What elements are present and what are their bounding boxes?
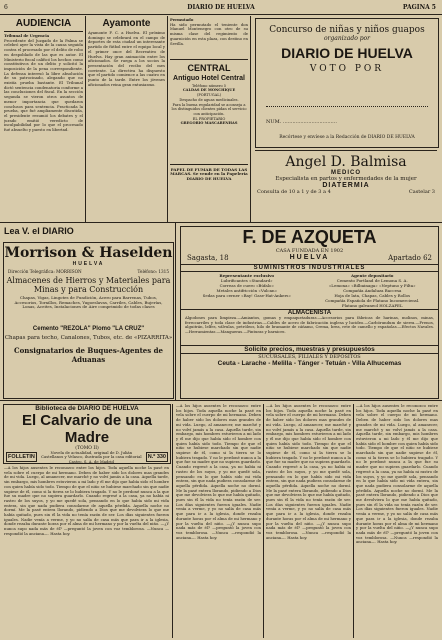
balmisa-hours: Consulta de 10 a 1 y de 3 a 4: [257, 189, 331, 195]
balmisa-diatermia: DIATERMIA: [322, 182, 370, 189]
central-line: EL PROPIETARIO: [192, 116, 226, 121]
central-hotel-name: Antiguo Hotel Central: [173, 74, 245, 82]
morrison-consignatarios: Consignatarios de Buques-Agentes de Aduanas: [14, 346, 163, 364]
section-rule: [0, 222, 442, 223]
concurso-line4: VOTO POR: [309, 64, 385, 74]
morrison-chapas: Chapas para techo, Canalones, Tubos, etc. de «PIZARRITA»: [4, 335, 173, 341]
column-rule: [250, 16, 251, 222]
folletin-text-col3: —A los hijos ausentes le reconozco entre los hijos. Toda aquella noche la pasé en vela sobre el cuerpo de mi hermano. Deben de haber sido los dolores mas grandes de mi vida. Luego, al amanecer, me marché y no volví jamás a la casa. Aquella tarde, sin embargo, mis hombres estuvieron a mi lado y él me dijo que había sido el hombre con quien había sido todo. Tiempo de que el niño se hubiese marchado sin que nadie supiese de él, como si la tierra se lo hubiera tragado. Y no le perdoné nunca a la que fue su madre que no supiera guardarlo. Cuando regresé a la casa, ya no había ni rastro de los suyos, y yo me quedé sola, pensando en lo que había sido mi vida entera, sin que nada pudiera consolarme de aquella pérdida. Aquella noche no dormí. Me la pasé entera llorando, pidiendo a Dios que me devolviera lo que me había quitado, pues sin él la vida no tenía razón de ser. Los días siguientes fueron iguales. Nadie venía a verme, y yo no salía de casa más que para ir a la iglesia, donde rezaba durante horas por el alma de mi hermano y por la vuelta del niño. —¿Y nunca supo nada más de él? —preguntó la joven con voz temblorosa. —Nunca —respondió la anciana—. Hasta hoy.: [266, 404, 351, 540]
column-rule: [353, 404, 354, 638]
folletin-label: FOLLETIN: [8, 454, 35, 461]
page-number-left: 6: [4, 4, 8, 11]
morrison-telegraph: Dirección Telegráfica: MORRISON: [8, 269, 82, 274]
central-line: Despacho de aguas medicinales.: [179, 97, 239, 102]
central-details: [170, 84, 248, 164]
azqueta-item: Lubrificantes «Standard»: [220, 278, 273, 283]
concurso-line2: organizado por: [323, 35, 371, 42]
folletin-credit: Novela de actualidad, original de D. Julián Castellanos y Velasco, ilustrada por la casa editorial Castro, S. A. de Madrid: [41, 450, 142, 464]
column-rule: [175, 222, 176, 400]
azqueta-sucursales: SUCURSALES, FILIALES Y DEPÓSITOS: [181, 353, 438, 360]
morrison-sub2: Minas y para Construcción: [33, 285, 144, 294]
folletin-header: [3, 404, 171, 464]
azqueta-item: Correas de cuero «Búfalo»: [219, 283, 274, 288]
concurso-line3: DIARIO DE HUELVA: [281, 45, 413, 61]
folletin-credit-row: [4, 451, 170, 464]
ayamonte-text: Ayamonte F. C. a Huelva. El próximo domingo se celebrará en el campo de deportes de esta ciudad un interesante partido de fútbol entre el equipo local y el primer once del Recreativo de Huelva. Hay gran animación entre los aficionados. Se ruega a los socios la presentación del recibo del mes corriente. La directiva ha dispuesto que el partido comience a las cuatro en punto de la tarde. Entre los jóvenes aficionados reina gran entusiasmo.: [88, 31, 165, 87]
folletin-biblioteca: Biblioteca de DIARIO DE HUELVA: [35, 405, 139, 412]
morrison-city: HUELVA: [72, 261, 105, 267]
azqueta-founded: CASA FUNDADA EN 1902: [275, 248, 344, 254]
balmisa-hours-row: [255, 189, 437, 195]
azqueta-almacenista: ALMACENISTA: [181, 309, 438, 316]
morrison-body: Chapas, Vigas, Lingotes de Fundición, Acero para Barrenas, Tubos, Accesorios, Tornillos, Remaches, Yugoeslavas, Carriles, Cables, Bujerías, Lonas, Aceites, Instalaciones de Aire comprimido de todas clases: [14, 295, 163, 310]
audiencia-article: [4, 18, 83, 220]
azqueta-item: Cemento Portland de Lemona S. A.: [336, 278, 408, 283]
permutado-title: Permutado: [170, 18, 194, 22]
morrison-sub1: Almacenes de Hierros y Materiales para: [6, 276, 171, 285]
lea-ad: [4, 226, 172, 240]
morrison-cement: Cemento "REZOLA" Plomo "LA CRUZ": [32, 326, 145, 332]
folletin-text-col4: —A los hijos ausentes le reconozco entre los hijos. Toda aquella noche la pasé en vela sobre el cuerpo de mi hermano. Deben de haber sido los dolores mas grandes de mi vida. Luego, al amanecer, me marché y no volví jamás a la casa. Aquella tarde, sin embargo, mis hombres estuvieron a mi lado y él me dijo que había sido el hombre con quien había sido todo. Tiempo de que el niño se hubiese marchado sin que nadie supiese de él, como si la tierra se lo hubiera tragado. Y no le perdoné nunca a la que fue su madre que no supiera guardarlo. Cuando regresé a la casa, ya no había ni rastro de los suyos, y yo me quedé sola, pensando en lo que había sido mi vida entera, sin que nada pudiera consolarme de aquella pérdida. Aquella noche no dormí. Me la pasé entera llorando, pidiendo a Dios que me devolviera lo que me había quitado, pues sin él la vida no tenía razón de ser. Los días siguientes fueron iguales. Nadie venía a verme, y yo no salía de casa más que para ir a la iglesia, donde rezaba durante horas por el alma de mi hermano y por la vuelta del niño. —¿Y nunca supo nada más de él? —preguntó la joven con voz temblorosa. —Nunca —respondió la anciana—. Hasta hoy.: [356, 404, 438, 545]
lea-text: Lea V. el DIARIO: [4, 226, 74, 236]
papel-ad: PAPEL DE FUMAR DE TODAS LAS MARCAS. Se vende en la Papelería DIARIO DE HUELVA: [170, 164, 248, 182]
azqueta-item: Metales antifricción «Vulcan»: [216, 288, 278, 293]
audiencia-title: AUDIENCIA: [4, 18, 83, 32]
azqueta-item: Compañía Andaluza Baccesa: [343, 288, 402, 293]
central-line: CALDAS DE MONCHIQUE: [182, 88, 236, 93]
azqueta-apartado: Apartado 62: [388, 254, 432, 262]
page-number-right: PAGINA 5: [402, 4, 436, 11]
audiencia-subtitle: Tribunal de Urgencia: [4, 34, 50, 38]
azqueta-ad: [180, 226, 439, 399]
column-rule: [85, 16, 86, 222]
central-line: (PORTUGAL): [196, 93, 222, 98]
azqueta-agent: Agente depositario: [351, 273, 394, 278]
azqueta-lists: [181, 272, 438, 309]
azqueta-street: Sagasta, 18: [187, 254, 229, 262]
balmisa-address: Castelar 3: [408, 189, 435, 195]
azqueta-almacenista-text: Algodones para limpieza.—Amiantos, gomas y empaquetaduras.—Accesorios para fábricas de harinas, molinos, minas, ferrocarriles y toda clase de industrias.—Cables de acero de fabricación inglesa y lucideo.—Carbórundum de sierra.—Frenos, alguitrán, lelfes, válvulas, petróleos, hilo de bramante de cáñamo, Crema, brea, rete de camello y españolas.—Efectos Navales.—Herramientas.—Mangueras.—Pinturas y barnices.: [185, 316, 434, 335]
azqueta-item: «Lemona» «Bilbainaga» «Neptuno y Filta»: [328, 283, 416, 288]
concurso-name-line[interactable]: [266, 84, 428, 107]
balmisa-ad: [255, 150, 437, 221]
folletin-text-col2: —A los hijos ausentes le reconozco entre los hijos. Toda aquella noche la pasé en vela sobre el cuerpo de mi hermano. Deben de haber sido los dolores mas grandes de mi vida. Luego, al amanecer, me marché y no volví jamás a la casa. Aquella tarde, sin embargo, mis hombres estuvieron a mi lado y él me dijo que había sido el hombre con quien había sido todo. Tiempo de que el niño se hubiese marchado sin que nadie supiese de él, como si la tierra se lo hubiera tragado. Y no le perdoné nunca a la que fue su madre que no supiera guardarlo. Cuando regresé a la casa, ya no había ni rastro de los suyos, y yo me quedé sola, pensando en lo que había sido mi vida entera, sin que nada pudiera consolarme de aquella pérdida. Aquella noche no dormí. Me la pasé entera llorando, pidiendo a Dios que me devolviera lo que me había quitado, pues sin él la vida no tenía razón de ser. Los días siguientes fueron iguales. Nadie venía a verme, y yo no salía de casa más que para ir a la iglesia, donde rezaba durante horas por el alma de mi hermano y por la vuelta del niño. —¿Y nunca supo nada más de él? —preguntó la joven con voz temblorosa. —Nunca —respondió la anciana—. Hasta hoy.: [176, 404, 261, 540]
permutado-text: Ha sido permutado el teniente don Manuel Montenegro con otro de su misma clase del regimiento de guarnición en esta plaza, con destino en Sevilla.: [170, 22, 248, 46]
azqueta-item: Hoja de lata, Chapas, Cables y Rollos: [334, 293, 411, 298]
morrison-title: Morrison & Haselden: [4, 245, 173, 261]
azqueta-solicite: Solicite precios, muestras y presupuestos: [181, 345, 438, 353]
morrison-phone: Teléfono: 1315: [137, 269, 169, 274]
morrison-telegraph-row: [4, 267, 173, 276]
azqueta-list-left: [184, 273, 310, 308]
concurso-num-field[interactable]: NUM. ..................................: [266, 119, 337, 125]
balmisa-name: Angel D. Balmisa: [285, 154, 407, 170]
ayamonte-title: Ayamonte: [102, 18, 151, 29]
concurso-footer: Recórtese y envíese a la Redacción de DIARIO DE HUELVA: [279, 135, 415, 140]
azqueta-list-right: [310, 273, 436, 308]
azqueta-rep: Representante exclusivo: [219, 273, 275, 278]
central-line: Teléfono número 5: [191, 83, 227, 88]
folletin-tomo: (TOMO II): [75, 446, 99, 451]
section-rule: [0, 400, 442, 401]
ayamonte-article: [88, 18, 165, 220]
column-rule: [172, 404, 173, 638]
concurso-coupon: [255, 18, 439, 148]
azqueta-name: F. DE AZQUETA: [242, 227, 377, 247]
folletin-text: —A los hijos ausentes le reconozco entre los hijos. Toda aquella noche la pasé en vela sobre el cuerpo de mi hermano. Deben de haber sido los dolores mas grandes de mi vida. Luego, al amanecer, me marché y no volví jamás a la casa. Aquella tarde, sin embargo, mis hombres estuvieron a mi lado y él me dijo que había sido el hombre con quien había sido todo. Tiempo de que el niño se hubiese marchado sin que nadie supiese de él, como si la tierra se lo hubiera tragado. Y no le perdoné nunca a la que fue su madre que no supiera guardarlo. Cuando regresé a la casa, ya no había ni rastro de los suyos, y yo me quedé sola, pensando en lo que había sido mi vida entera, sin que nada pudiera consolarme de aquella pérdida. Aquella noche no dormí. Me la pasé entera llorando, pidiendo a Dios que me devolviera lo que me había quitado, pues sin él la vida no tenía razón de ser. Los días siguientes fueron iguales. Nadie venía a verme, y yo no salía de casa más que para ir a la iglesia, donde rezaba durante horas por el alma de mi hermano y por la vuelta del niño. —¿Y nunca supo nada más de él? —preguntó la joven con voz temblorosa. —Nunca —respondió la anciana—. Hasta hoy.: [4, 466, 169, 536]
folletin-title: El Calvario de una Madre: [21, 412, 153, 446]
balmisa-specialty: Especialista en partos y enfermedades de la mujer: [275, 176, 417, 182]
central-line: GREGORIO MASCARENHAS: [180, 121, 238, 126]
concurso-line1: Concurso de niñas y niños guapos: [269, 25, 425, 35]
central-line: Para la buena regularidad se aconseja a los distinguidos clientes pidan el servicio con anticipación.: [171, 102, 247, 116]
folletin-number: N.º 330: [147, 454, 166, 461]
azqueta-item: Platano galvaneol HOLZAPEL: [341, 303, 403, 308]
azqueta-item: Compañía Española de Platano Incomerciensl.: [325, 298, 420, 303]
azqueta-city: HUELVA: [289, 254, 330, 261]
morrison-ad: [3, 242, 174, 399]
central-title: CENTRAL: [170, 59, 248, 73]
azqueta-item: Sedas para cerner «Bay! Gase-Hat-Ankers»: [202, 293, 291, 298]
paper-title: DIARIO DE HUELVA: [187, 4, 255, 11]
balmisa-role: MEDICO: [331, 170, 361, 176]
middle-column: [170, 18, 248, 220]
audiencia-text: Procedente del Juzgado de la Palma se celebró ayer la vista de la causa seguida contra el procesado por el delito de robo en despoblado de las que es autor. El Ministerio fiscal calificó los hechos como constitutivos de un delito y solicitó la imposición de la pena correspondiente. La defensa interesó la libre absolución de su patrocinado, alegando que no existía prueba bastante. El Tribunal dictó sentencia condenatoria conforme a las conclusiones del fiscal. En la sección segunda se vieron otros asuntos de menor importancia que quedaron conclusos para sentencia. Practicada la prueba, que fué ampliamente discutida, el presidente resumió los debates y el jurado emitió veredicto de inculpabilidad por lo que el procesado fué absuelto y puesto en libertad.: [4, 38, 83, 133]
column-rule: [167, 16, 168, 222]
azqueta-suministros: SUMINISTROS INDUSTRIALES: [181, 264, 438, 272]
azqueta-address-row: [181, 254, 438, 264]
azqueta-cities: Ceuta - Larache - Melilla - Tánger - Tetuán - Villa Alhucemas: [217, 360, 402, 367]
column-rule: [263, 404, 264, 638]
page-header: [0, 0, 442, 15]
